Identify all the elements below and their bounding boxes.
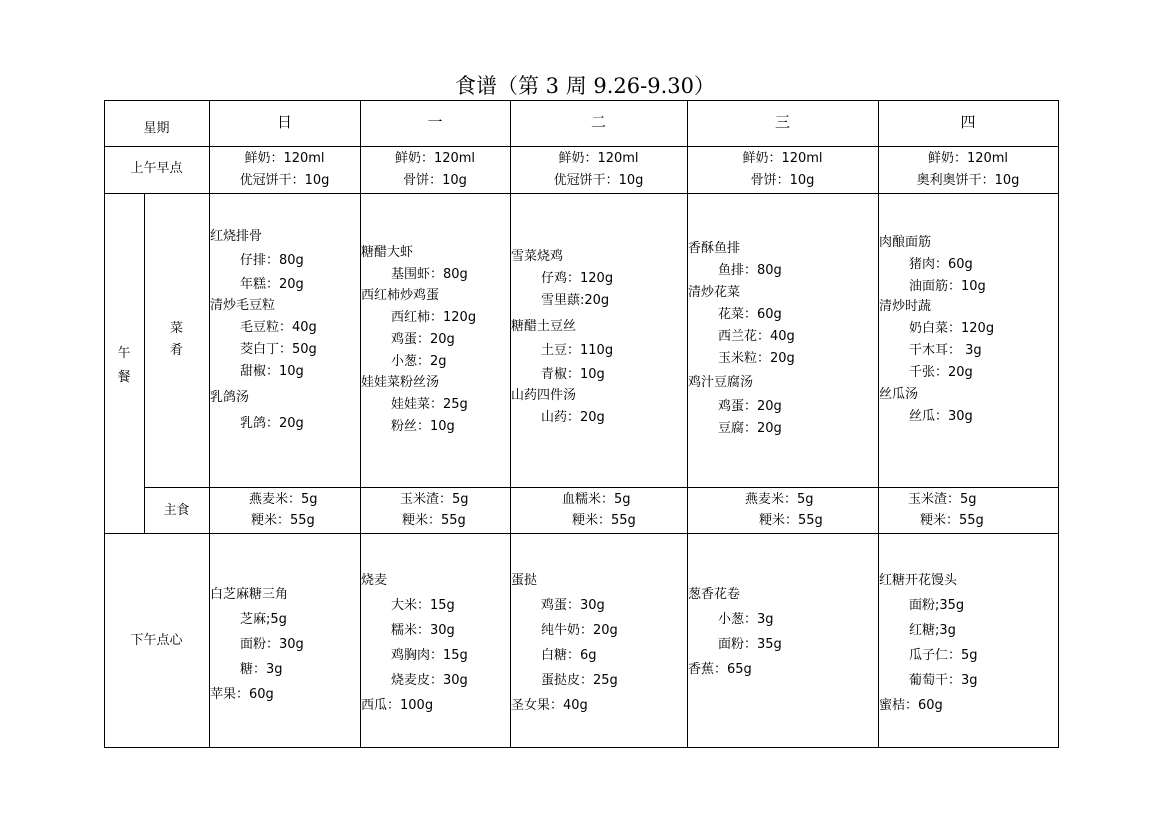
staple-cell-4 — [878, 489, 1058, 531]
row-label-breakfast-text: 上午早点 — [130, 161, 183, 176]
snack-name: 红糖开花馒头 — [879, 573, 958, 588]
dish-ingredient: 豆腐：20g — [718, 421, 782, 436]
grid-hline — [104, 146, 1059, 147]
breakfast-item: 鲜奶：120ml — [394, 151, 476, 166]
row-label-lunch-text: 午 餐 — [117, 346, 131, 385]
dish-ingredient: 油面筋：10g — [909, 279, 986, 294]
dish-name: 乳鸽汤 — [210, 390, 250, 405]
dish-ingredient: 雪里蕻:20g — [541, 293, 610, 308]
dish-name: 山药四件汤 — [511, 388, 577, 403]
dish-name: 西红柿炒鸡蛋 — [361, 288, 440, 303]
staple-cell-1 — [360, 489, 510, 531]
snack-ingredient: 大米：15g — [391, 598, 455, 613]
grid-hline — [104, 100, 1059, 101]
snack-name: 葱香花卷 — [688, 587, 741, 602]
grid-vline — [1058, 100, 1059, 748]
dish-ingredient: 毛豆粒：40g — [240, 320, 317, 335]
dishes-cell-1 — [361, 242, 509, 438]
snack-name: 烧麦 — [361, 573, 388, 588]
snack-name: 香蕉：65g — [688, 662, 752, 677]
dish-name: 糖醋大虾 — [361, 245, 414, 260]
snack-ingredient: 面粉：30g — [240, 637, 304, 652]
staple-cell-0 — [209, 489, 360, 531]
breakfast-cell-2 — [510, 148, 687, 192]
snack-ingredient: 葡萄干：3g — [909, 673, 978, 688]
header-week-label — [104, 118, 209, 140]
dishes-cell-3 — [688, 238, 877, 440]
row-label-dishes-text: 菜 肴 — [169, 321, 183, 358]
day-header-0 — [209, 111, 360, 133]
row-label-staple — [144, 500, 209, 522]
dish-ingredient: 鸡蛋：20g — [391, 332, 455, 347]
dish-ingredient: 西红柿：120g — [391, 310, 477, 325]
dish-ingredient: 娃娃菜：25g — [391, 397, 468, 412]
snack-cell-2 — [511, 568, 686, 718]
staple-item: 血糯米：5g — [562, 492, 631, 507]
snack-ingredient: 蛋挞皮：25g — [541, 673, 618, 688]
snack-ingredient: 纯牛奶：20g — [541, 623, 618, 638]
snack-ingredient: 面粉;35g — [909, 598, 965, 613]
dish-ingredient: 茭白丁：50g — [240, 342, 317, 357]
staple-item: 玉米渣：5g — [908, 492, 977, 507]
breakfast-cell-0 — [209, 148, 360, 192]
breakfast-item: 骨饼：10g — [403, 173, 467, 188]
grid-vline — [144, 193, 145, 534]
day-header-text: 二 — [590, 113, 606, 131]
snack-ingredient: 鸡胸肉：15g — [391, 648, 468, 663]
snack-ingredient: 小葱：3g — [718, 612, 774, 627]
staple-item: 粳米：55g — [402, 513, 466, 528]
staple-cell-2 — [510, 489, 687, 531]
dish-name: 肉酿面筋 — [879, 235, 932, 250]
snack-name: 圣女果：40g — [511, 698, 588, 713]
snack-name: 白芝麻糖三角 — [210, 587, 289, 602]
staple-item: 粳米：55g — [759, 513, 823, 528]
breakfast-item: 优冠饼干：10g — [239, 173, 330, 188]
snack-name: 蛋挞 — [511, 573, 538, 588]
grid-hline — [144, 487, 1059, 488]
breakfast-item: 优冠饼干：10g — [553, 173, 644, 188]
breakfast-cell-1 — [360, 148, 510, 192]
dish-name: 清炒花菜 — [688, 285, 741, 300]
snack-ingredient: 白糖：6g — [541, 648, 597, 663]
grid-hline — [104, 747, 1059, 748]
dish-ingredient: 乳鸽：20g — [240, 416, 304, 431]
row-label-staple-text: 主食 — [163, 503, 190, 518]
dish-ingredient: 干木耳： 3g — [909, 343, 982, 358]
day-header-3 — [687, 111, 878, 133]
dish-name: 娃娃菜粉丝汤 — [361, 375, 440, 390]
day-header-text: 一 — [427, 113, 443, 131]
day-header-1 — [360, 111, 510, 133]
breakfast-item: 鲜奶：120ml — [558, 151, 639, 166]
row-label-dishes — [144, 318, 209, 362]
staple-item: 燕麦米：5g — [745, 492, 814, 507]
breakfast-item: 奥利奥饼干：10g — [916, 173, 1020, 188]
snack-name: 西瓜：100g — [361, 698, 434, 713]
snack-name: 蜜桔：60g — [879, 698, 943, 713]
dish-ingredient: 土豆：110g — [541, 343, 614, 358]
snack-ingredient: 糯米：30g — [391, 623, 455, 638]
snack-ingredient: 红糖;3g — [909, 623, 956, 638]
snack-cell-0 — [210, 582, 359, 707]
day-header-text: 日 — [276, 113, 292, 131]
dish-ingredient: 猪肉：60g — [909, 257, 973, 272]
breakfast-item: 骨饼：10g — [750, 173, 815, 188]
dish-ingredient: 鸡蛋：20g — [718, 399, 782, 414]
dish-name: 清炒时蔬 — [879, 299, 932, 314]
dish-name: 香酥鱼排 — [688, 241, 741, 256]
dish-ingredient: 千张：20g — [909, 365, 973, 380]
row-label-lunch — [104, 342, 144, 390]
dish-name: 清炒毛豆粒 — [210, 298, 276, 313]
staple-item: 燕麦米：5g — [249, 492, 318, 507]
grid-hline — [104, 533, 1059, 534]
breakfast-cell-4 — [878, 148, 1058, 192]
staple-cell-3 — [687, 489, 878, 531]
snack-ingredient: 烧麦皮：30g — [391, 673, 468, 688]
dish-ingredient: 山药：20g — [541, 410, 605, 425]
snack-ingredient: 鸡蛋：30g — [541, 598, 605, 613]
dish-ingredient: 粉丝：10g — [391, 419, 455, 434]
dish-ingredient: 奶白菜：120g — [909, 321, 995, 336]
breakfast-cell-3 — [687, 148, 878, 192]
grid-hline — [104, 193, 1059, 194]
day-header-4 — [878, 111, 1058, 133]
breakfast-item: 鲜奶：120ml — [927, 151, 1009, 166]
snack-cell-3 — [688, 582, 877, 682]
snack-ingredient: 瓜子仁：5g — [909, 648, 978, 663]
dish-ingredient: 西兰花：40g — [718, 329, 795, 344]
dish-ingredient: 鱼排：80g — [718, 263, 782, 278]
header-week-text: 星期 — [143, 121, 170, 136]
staple-item: 粳米：55g — [920, 513, 984, 528]
row-label-breakfast — [104, 158, 209, 180]
staple-item: 粳米：55g — [251, 513, 315, 528]
dish-ingredient: 小葱：2g — [391, 354, 447, 369]
row-label-snack — [104, 630, 209, 652]
dish-name: 雪菜烧鸡 — [511, 249, 564, 264]
dish-ingredient: 基围虾：80g — [391, 267, 468, 282]
row-label-snack-text: 下午点心 — [130, 633, 183, 648]
day-header-text: 三 — [774, 113, 790, 131]
dish-name: 鸡汁豆腐汤 — [688, 375, 754, 390]
snack-name: 苹果：60g — [210, 687, 274, 702]
dish-ingredient: 青椒：10g — [541, 367, 605, 382]
snack-ingredient: 糖：3g — [240, 662, 283, 677]
day-header-2 — [510, 111, 687, 133]
dish-ingredient: 甜椒：10g — [240, 364, 304, 379]
day-header-text: 四 — [960, 113, 976, 131]
dish-ingredient: 仔排：80g — [240, 253, 304, 268]
dishes-cell-4 — [879, 232, 1057, 428]
snack-ingredient: 芝麻;5g — [240, 612, 287, 627]
breakfast-item: 鲜奶：120ml — [244, 151, 325, 166]
breakfast-item: 鲜奶：120ml — [742, 151, 823, 166]
dish-name: 糖醋土豆丝 — [511, 319, 577, 334]
snack-cell-1 — [361, 568, 509, 718]
dishes-cell-0 — [210, 226, 359, 435]
dish-name: 红烧排骨 — [210, 229, 263, 244]
snack-ingredient: 面粉：35g — [718, 637, 782, 652]
dish-name: 丝瓜汤 — [879, 387, 919, 402]
dish-ingredient: 年糕：20g — [240, 277, 304, 292]
staple-item: 粳米：55g — [572, 513, 636, 528]
snack-cell-4 — [879, 568, 1057, 718]
dish-ingredient: 丝瓜：30g — [909, 409, 973, 424]
staple-item: 玉米渣：5g — [400, 492, 469, 507]
dishes-cell-2 — [511, 246, 686, 429]
dish-ingredient: 仔鸡：120g — [541, 271, 614, 286]
dish-ingredient: 花菜：60g — [718, 307, 782, 322]
page-title: 食谱（第 3 周 9.26-9.30） — [455, 74, 715, 98]
dish-ingredient: 玉米粒：20g — [718, 351, 795, 366]
